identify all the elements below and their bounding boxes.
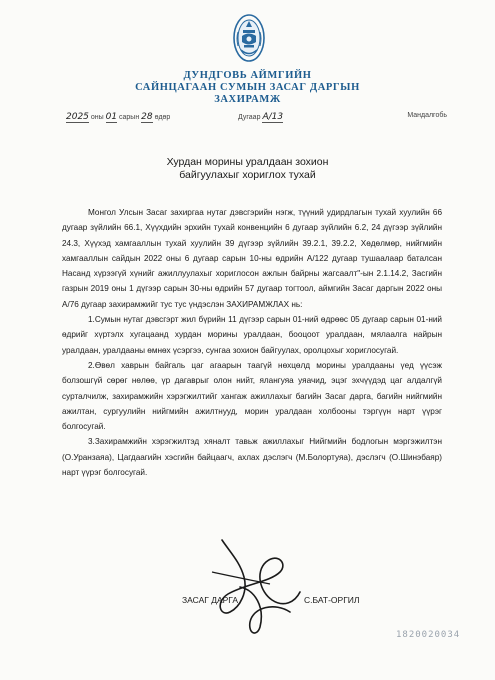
title-line-2: байгуулахыг хориглох тухай [179, 169, 316, 181]
place-line: Мандалгобь [407, 112, 447, 119]
title-line-1: Хурдан морины уралдаан зохион [166, 156, 329, 168]
date-day: 28 [141, 112, 153, 122]
document-body [62, 205, 442, 480]
date-year: 2025 [66, 112, 89, 122]
signatory-name: С.БАТ-ОРГИЛ [304, 595, 360, 605]
document-type: ЗАХИРАМЖ [214, 94, 281, 105]
paragraph-item-3: 3.Захирамжийн хэрэгжилтэд хяналт тавьж ажиллахыг Нийгмийн бодлогын мэргэжилтэн (О.Уранзаяа), Цагдаагийн хэсгийн байцаагч, ахлах дэслэгч (М.Болортуяа), дэслэгч (О.Шинэбаяр) нарт үүрэг болгосугай. [62, 437, 442, 478]
document-number: А/13 [262, 112, 284, 122]
signatory-title: ЗАСАГ ДАРГА [182, 595, 239, 605]
number-label: Дугаар [238, 114, 261, 121]
handwritten-signature [200, 532, 315, 642]
date-year-suffix: оны [90, 114, 104, 121]
org-line-2: САЙНЦАГААН СУМЫН ЗАСАГ ДАРГЫН [135, 82, 360, 93]
org-line-1: ДУНДГОВЬ АЙМГИЙН [183, 70, 312, 81]
date-month-suffix: сарын [119, 114, 140, 121]
date-month: 01 [105, 112, 118, 122]
state-emblem-icon [232, 12, 266, 64]
paragraph-preamble: Монгол Улсын Засаг захиргаа нутаг дэвсгэрийн нэгж, түүний удирдлагын тухай хуулийн 66 дугаар зүйлийн 66.1, Хүүхдийн эрхийн тухай конвенцийн 6 дугаар зүйлийн 6.2, 24 дүгээр зүйлийн 24.3, Хүүхэд хамгааллын тухай хуулийн 39 дүгээр зүйлийн 39.2.1, 39.2.2, Хөдөлмөр, нийгмийн хамгааллын сайдын 2022 оны 6 дугаар сарын 10-ны өдрийн А/122 дугаар тушаалаар баталсан Насанд хүрээгүй хүнийг ажиллуулахыг хориглосон ажлын байрны жагсаалт"-ын 2.1.14.2, Засгийн газрын 2019 оны 1 дүгээр сарын 30-ны өдрийн 57 дугаар тогтоол, аймгийн Засаг даргын 2022 оны А/76 дугаар захирамжийг тус тус үндэслэн ЗАХИРАМЖЛАХ нь: [62, 208, 442, 309]
paragraph-item-2: 2.Өвөл хаврын байгаль цаг агаарын таагүй нөхцөлд морины уралдааны үед үүсэж болзошгүй сөрөг нөлөө, үр дагаврыг олон нийт, ялангуяа уяачид, эцэг эхчүүдэд цаг алдалгүй сурталчилж, захирамжийн хэрэгжилтийг хангаж ажиллахыг багийн Засаг дарга, багийн нийгмийн ажилтан, сургуулийн нийгмийн ажилтнууд, морин уралдаан холбооны тэргүүн нарт үүрэг болгосугай. [62, 360, 442, 432]
paragraph-item-1: 1.Сумын нутаг дэвсгэрт жил бүрийн 11 дүгээр сарын 01-ний өдрөөс 05 дугаар сарын 01-ний өдрийг хүртэлх хугацаанд хурдан морины уралдаан, бооцоот уралдаан, мялаалга найрын уралдаан, уралдааны өмнөх үсэргээ, сунгаа зохион байгуулах, оролцохыг хориглосугай. [62, 315, 442, 355]
serial-number: 1820020034 [396, 630, 461, 640]
date-day-suffix: өдөр [154, 114, 171, 121]
number-line [238, 112, 283, 123]
date-line [66, 112, 170, 123]
